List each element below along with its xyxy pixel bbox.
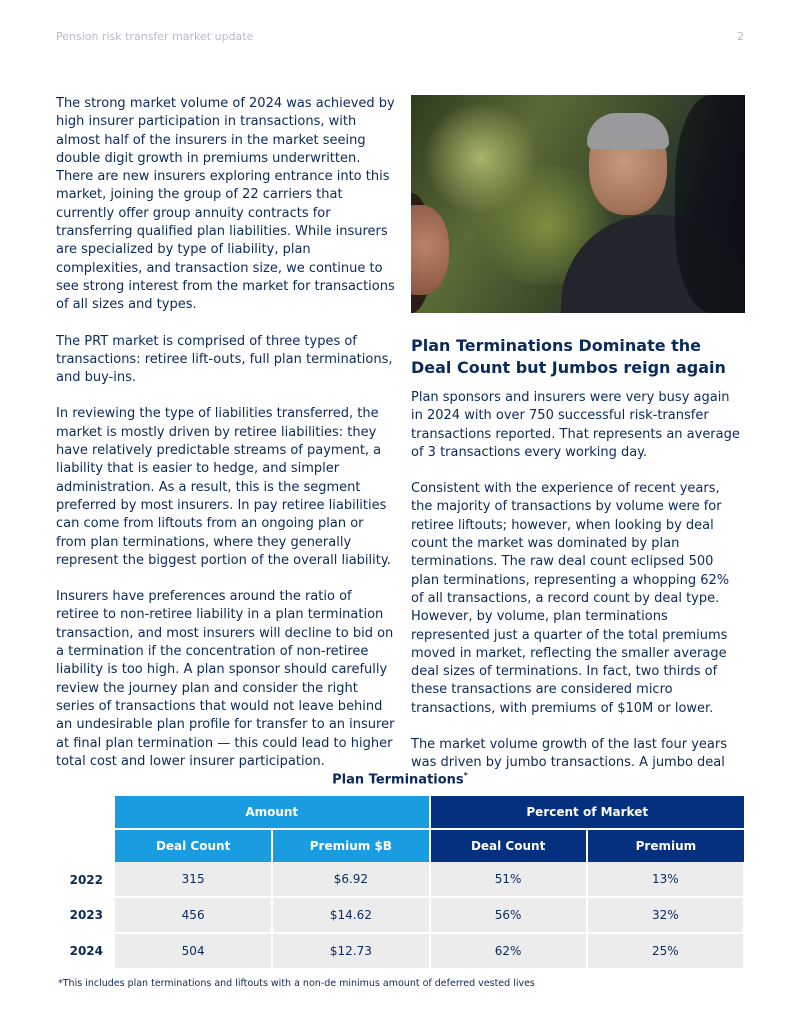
body-paragraph: Plan sponsors and insurers were very busy again in 2024 with over 750 successful risk-transfer transactions reported. That represents an average of 3 transactions every working day. xyxy=(411,390,740,460)
body-paragraph: The PRT market is comprised of three types of transactions: retiree lift-outs, full plan terminations, and buy-ins. xyxy=(56,333,393,386)
document-title: Pension risk transfer market update xyxy=(56,30,254,43)
people-photo xyxy=(411,95,745,313)
body-paragraph: Insurers have preferences around the ratio of retiree to non-retiree liability in a plan termination transaction, and most insurers will decline to bid on a termination if the concentration of non-retiree liability is too high. A plan sponsor should carefully review the journey plan and consider the right series of transactions that would not leave behind an undesirable plan profile for transfer to an insurer at final plan termination — this could lead to higher total cost and lower insurer participation. xyxy=(56,589,395,769)
table-cell: $14.62 xyxy=(272,897,429,933)
page-number: 2 xyxy=(737,30,744,43)
percent-group-header: Percent of Market xyxy=(430,796,745,829)
table-row xyxy=(56,862,744,897)
table-row xyxy=(56,897,744,933)
table-cell: 51% xyxy=(430,862,587,897)
column-header: Deal Count xyxy=(115,829,272,862)
section-heading: Plan Terminations Dominate the Deal Count but Jumbos reign again xyxy=(411,336,726,377)
table-cell: 62% xyxy=(430,933,587,969)
body-paragraph: The strong market volume of 2024 was achieved by high insurer participation in transactions, with almost half of the insurers in the market seeing double digit growth in premiums underwritten. There are new insurers exploring entrance into this market, joining the group of 22 carriers that currently offer group annuity contracts for transferring qualified plan liabilities. While insurers are specialized by type of liability, plan complexities, and transaction size, we continue to see strong interest from the market for transactions of all sizes and types. xyxy=(56,96,395,313)
footnote-marker: * xyxy=(463,771,468,780)
page-header xyxy=(56,30,744,43)
table-cell: 25% xyxy=(587,933,744,969)
table-title xyxy=(0,771,800,787)
table-cell: $12.73 xyxy=(272,933,429,969)
table-cell: 13% xyxy=(587,862,744,897)
table-cell: 32% xyxy=(587,897,744,933)
corner-cell xyxy=(56,796,115,829)
column-header: Deal Count xyxy=(430,829,587,862)
amount-group-header: Amount xyxy=(115,796,430,829)
body-paragraph: In reviewing the type of liabilities transferred, the market is mostly driven by retiree liabilities: they have relatively predictable streams of payment, a liability that is easier to hedge, and simpler administration. As a result, this is the segment preferred by most insurers. In pay retiree liabilities can come from liftouts from an ongoing plan or from plan terminations, where they generally represent the biggest portion of the overall liability. xyxy=(56,406,391,568)
table-row xyxy=(56,933,744,969)
table-cell: 456 xyxy=(115,897,272,933)
column-header: Premium xyxy=(587,829,744,862)
plan-terminations-table xyxy=(56,796,745,970)
left-column xyxy=(56,95,396,789)
table-cell: $6.92 xyxy=(272,862,429,897)
table-cell: 56% xyxy=(430,897,587,933)
table-cell: 315 xyxy=(115,862,272,897)
row-year: 2024 xyxy=(56,933,115,969)
table-footnote: *This includes plan terminations and liftouts with a non-de minimus amount of deferred vested lives xyxy=(58,978,535,989)
row-year: 2022 xyxy=(56,862,115,897)
table-title-text: Plan Terminations xyxy=(332,772,464,788)
row-year: 2023 xyxy=(56,897,115,933)
corner-cell xyxy=(56,829,115,862)
body-paragraph: The market volume growth of the last four years was driven by jumbo transactions. A jumbo deal xyxy=(411,737,727,771)
right-column xyxy=(411,95,745,791)
body-paragraph: Consistent with the experience of recent years, the majority of transactions by volume were for retiree liftouts; however, when looking by deal count the market was dominated by plan terminations. The raw deal count eclipsed 500 plan terminations, representing a whopping 62% of all transactions, a record count by deal type. However, by volume, plan terminations represented just a quarter of the total premiums moved in market, reflecting the smaller average deal sizes of terminations. In fact, two thirds of these transactions are considered micro transactions, with premiums of $10M or lower. xyxy=(411,481,730,716)
table-cell: 504 xyxy=(115,933,272,969)
column-header: Premium $B xyxy=(272,829,429,862)
